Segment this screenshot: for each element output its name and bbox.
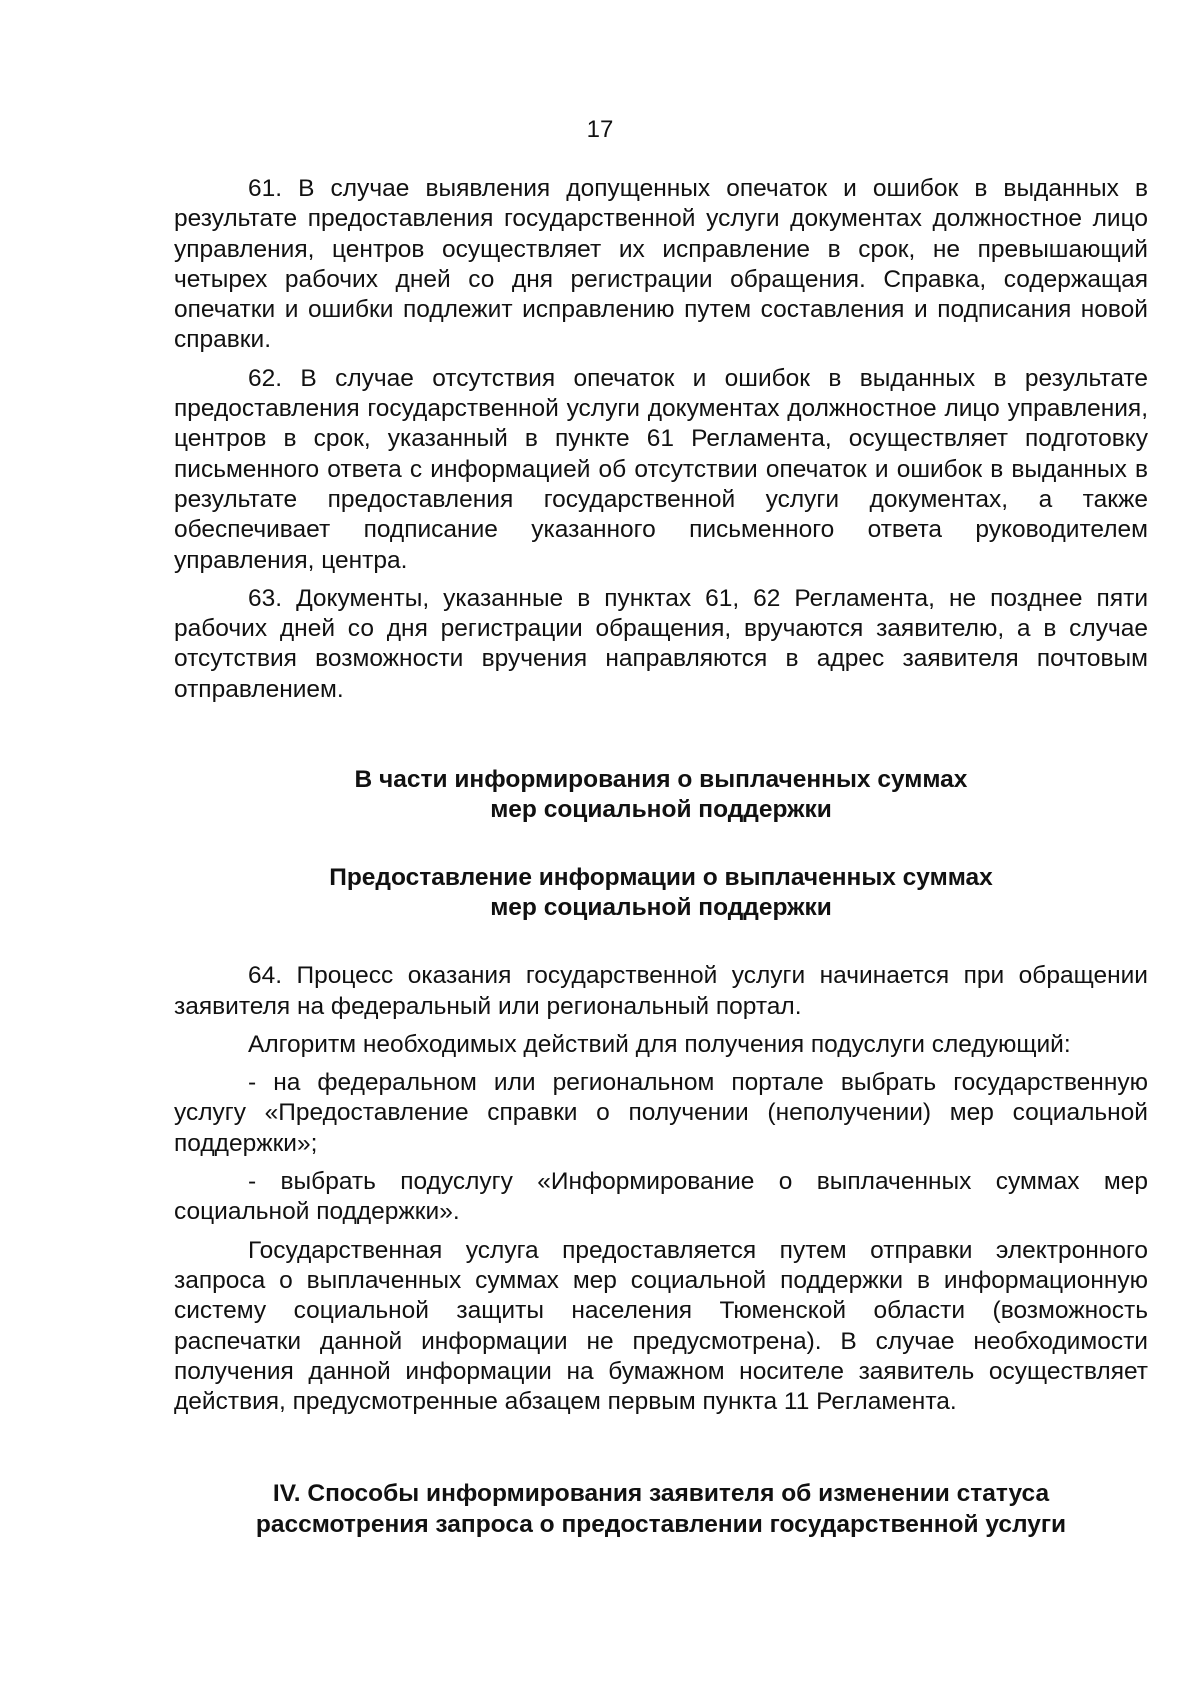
paragraph-electronic-request: Государственная услуга предоставляется путем отправки электронного запроса о выплаченных суммах мер социальной поддержки в информационную систему социальной защиты населения Тюменской области (возможность распечатки данной информации не предусмотрена). В случае необходимости получения данной информации на бумажном носителе заявитель осуществляет действия, предусмотренные абзацем первым пункта 11 Регламента. (174, 1236, 1148, 1416)
list-item-select-subservice: - выбрать подуслугу «Информирование о выплаченных суммах мер социальной поддержки». (174, 1168, 1148, 1226)
page-number: 17 (586, 116, 614, 143)
paragraph-64: 64. Процесс оказания государственной услуги начинается при обращении заявителя на федеральный или региональный портал. (174, 962, 1148, 1020)
list-item-select-service: - на федеральном или региональном портале выбрать государственную услугу «Предоставление справки о получении (неполучении) мер социальной поддержки»; (174, 1069, 1148, 1157)
section-heading-iv: IV. Способы информирования заявителя об изменении статуса рассмотрения запроса о предоставлении государственной услуги (255, 1480, 1067, 1538)
paragraph-algorithm: Алгоритм необходимых действий для получения подуслуги следующий: (248, 1030, 1071, 1058)
subsection-heading-providing-info: Предоставление информации о выплаченных суммах мер социальной поддержки (329, 863, 993, 921)
paragraph-61: 61. В случае выявления допущенных опечаток и ошибок в выданных в результате предоставления государственной услуги документах должностное лицо управления, центров осуществляет их исправление в срок, не превышающий четырех рабочих дней со дня регистрации обращения. Справка, содержащая опечатки и ошибки подлежит исправлению путем составления и подписания новой справки. (174, 175, 1148, 354)
document-body (174, 174, 1148, 1540)
section-heading-informing: В части информирования о выплаченных суммах мер социальной поддержки (354, 766, 968, 824)
paragraph-62: 62. В случае отсутствия опечаток и ошибок в выданных в результате предоставления государственной услуги документах должностное лицо управления, центров в срок, указанный в пункте 61 Регламента, осуществляет подготовку письменного ответа с информацией об отсутствии опечаток и ошибок в выданных в результате предоставления государственной услуги документах, а также обеспечивает подписание указанного письменного ответа руководителем управления, центра. (174, 364, 1148, 574)
paragraph-63: 63. Документы, указанные в пунктах 61, 62 Регламента, не позднее пяти рабочих дней со дня регистрации обращения, вручаются заявителю, а в случае отсутствия возможности вручения направляются в адрес заявителя почтовым отправлением. (174, 584, 1148, 703)
